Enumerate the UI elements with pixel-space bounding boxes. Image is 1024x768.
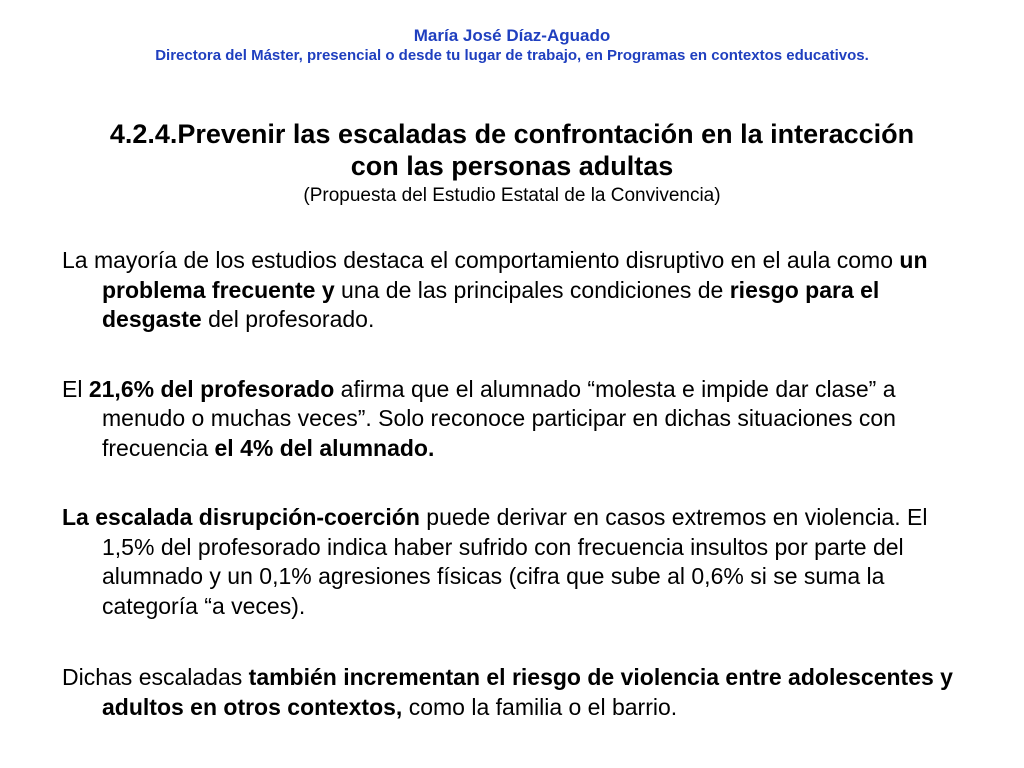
paragraph-1 [62, 246, 962, 335]
p1-text-2: una de las principales condiciones de [334, 276, 730, 303]
p2-text-2: afirma que el alumnado “molesta e impide dar clase” a menudo o muchas veces”. Solo reconoce participar en dichas situaciones con frecuencia [102, 375, 896, 461]
slide-body [62, 246, 962, 722]
author-name: María José Díaz-Aguado [413, 26, 611, 45]
p4-text-2: como la familia o el barrio. [402, 693, 678, 720]
paragraph-4 [62, 663, 962, 722]
slide-title-line2: con las personas adultas [350, 151, 674, 181]
slide-subtitle: (Propuesta del Estudio Estatal de la Convivencia) [303, 185, 721, 206]
slide-header [0, 26, 1024, 66]
p2-bold-2: el 4% del alumnado. [214, 434, 435, 461]
slide-title [0, 118, 1024, 182]
slide-title-line1: 4.2.4.Prevenir las escaladas de confrontación en la interacción [109, 119, 915, 149]
title-block [0, 118, 1024, 208]
p3-text-1: puede derivar en casos extremos en violencia. El 1,5% del profesorado indica haber sufrido con frecuencia insultos por parte del alumnado y un 0,1% agresiones físicas (cifra que sube al 0,6% si se suma la categoría “a veces). [102, 504, 928, 619]
p1-text-1: La mayoría de los estudios destaca el comportamiento disruptivo en el aula como [62, 247, 900, 273]
paragraph-2 [62, 375, 962, 464]
p4-bold-1: también incrementan el riesgo de violencia entre adolescentes y adultos en otros contextos, [102, 664, 953, 720]
p2-text-1: El [62, 375, 89, 402]
p1-bold-1: un problema frecuente y [102, 247, 928, 303]
p1-text-3: del profesorado. [201, 306, 375, 332]
author-role: Directora del Máster, presencial o desde tu lugar de trabajo, en Programas en contextos educativos. [155, 47, 869, 64]
p1-bold-2: riesgo para el desgaste [102, 276, 880, 332]
p3-bold-1: La escalada disrupción-coerción [62, 504, 420, 530]
p4-text-1: Dichas escaladas [62, 664, 249, 690]
paragraph-3 [62, 503, 962, 621]
p2-bold-1: 21,6% del profesorado [88, 375, 335, 402]
